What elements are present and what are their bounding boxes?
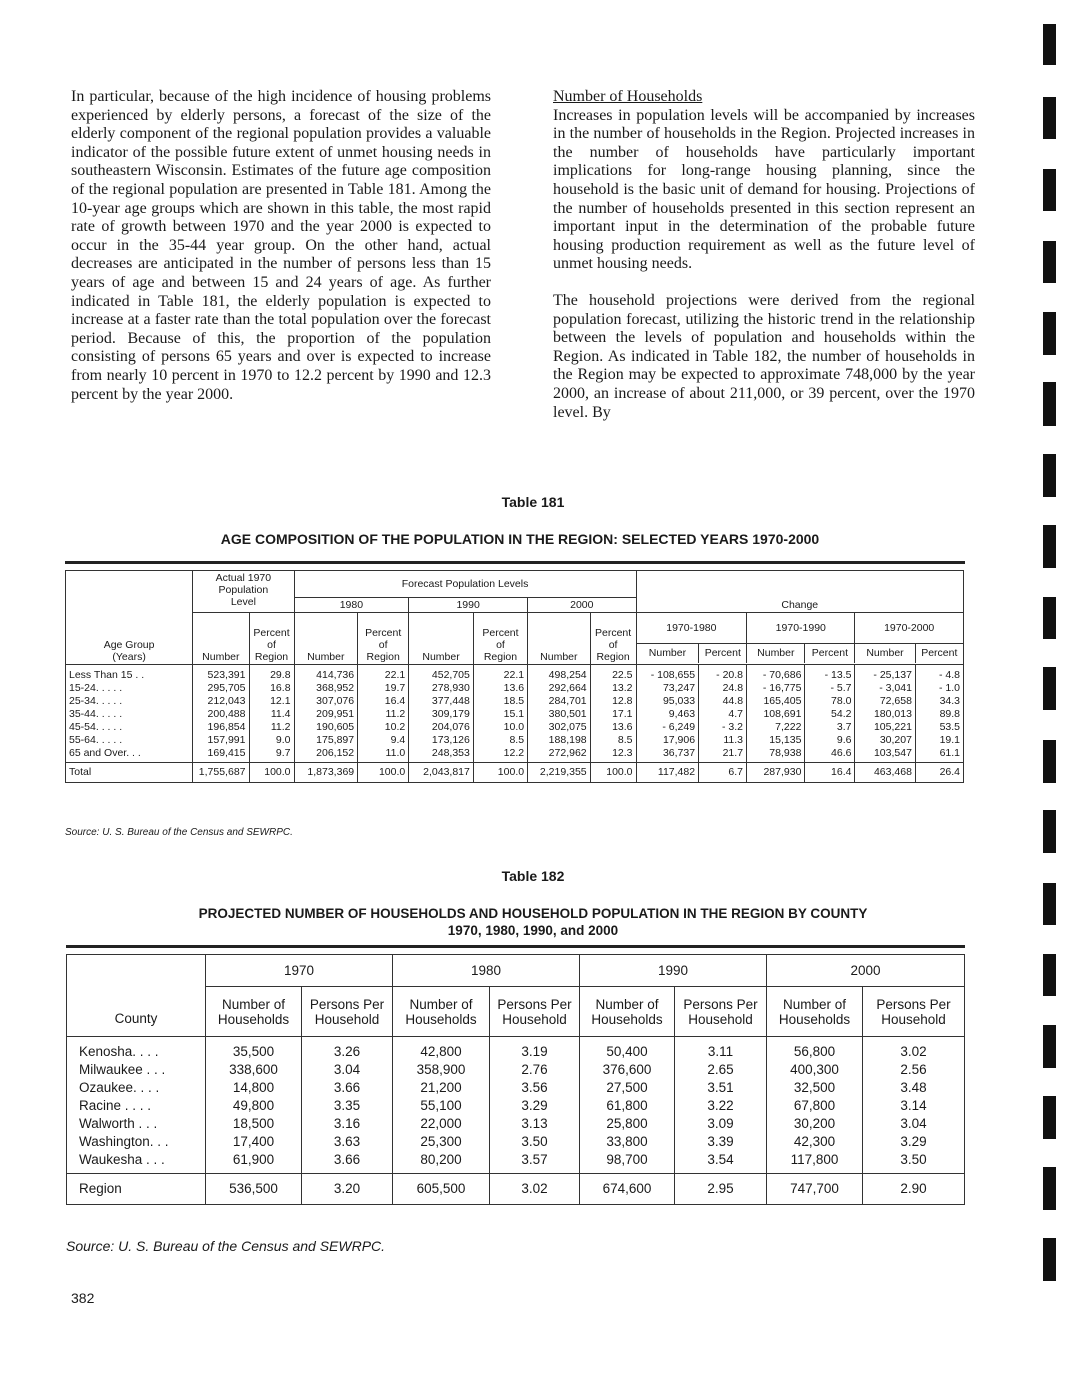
table-181-label: Table 181 [501, 494, 565, 510]
value-cell: 3.57 [490, 1151, 580, 1174]
value-cell: 2,219,355 [528, 763, 591, 783]
percent-region-header: Percent of Region [249, 613, 294, 665]
year-2000-header: 2000 [767, 955, 965, 987]
value-cell: 747,700 [767, 1174, 863, 1205]
value-cell: 1,873,369 [294, 763, 358, 783]
value-cell: 11.0 [358, 747, 409, 763]
value-cell: 105,221 [855, 721, 915, 734]
value-cell: 14,800 [206, 1079, 302, 1097]
table-182-title-1: PROJECTED NUMBER OF HOUSEHOLDS AND HOUSEHOLD POPULATION IN THE REGION BY COUNTY [198, 906, 868, 921]
value-cell: 338,600 [206, 1061, 302, 1079]
value-cell: - 6,249 [636, 721, 699, 734]
value-cell: 1,755,687 [193, 763, 249, 783]
value-cell: 376,600 [580, 1061, 675, 1079]
value-cell: 61.1 [915, 747, 963, 763]
table-182-label: Table 182 [501, 868, 565, 884]
number-header: Number [193, 613, 249, 665]
table-row [67, 1079, 965, 1097]
registration-mark [1043, 312, 1056, 355]
county-cell: Milwaukee . . . [67, 1061, 206, 1079]
year-1980-header: 1980 [393, 955, 580, 987]
county-cell: Racine . . . . [67, 1097, 206, 1115]
table-row [67, 1151, 965, 1174]
value-cell: 272,962 [528, 747, 591, 763]
actual-1970-header: Actual 1970 Population Level [193, 571, 294, 613]
value-cell: 190,605 [294, 721, 358, 734]
value-cell: 7,222 [747, 721, 805, 734]
value-cell: 25,300 [393, 1133, 490, 1151]
value-cell: 55,100 [393, 1097, 490, 1115]
table-row [67, 1061, 965, 1079]
value-cell: 27,500 [580, 1079, 675, 1097]
value-cell: 50,400 [580, 1037, 675, 1062]
percent-region-header: Percent of Region [473, 613, 527, 665]
value-cell: 368,952 [294, 682, 358, 695]
value-cell: 56,800 [767, 1037, 863, 1062]
value-cell: 19.7 [358, 682, 409, 695]
value-cell: 452,705 [409, 665, 474, 683]
value-cell: 12.1 [249, 695, 294, 708]
registration-mark [1043, 740, 1056, 783]
value-cell: 157,991 [193, 734, 249, 747]
percent-region-header: Percent of Region [358, 613, 409, 665]
value-cell: 3.02 [490, 1174, 580, 1205]
value-cell: 42,800 [393, 1037, 490, 1062]
value-cell: 2.90 [863, 1174, 965, 1205]
number-header: Number [747, 643, 805, 663]
value-cell: 16.8 [249, 682, 294, 695]
table-182-grid [66, 954, 965, 1205]
value-cell: 98,700 [580, 1151, 675, 1174]
age-group-cell: 65 and Over. . . [66, 747, 193, 763]
value-cell: 498,254 [528, 665, 591, 683]
value-cell: 12.3 [590, 747, 636, 763]
registration-mark [1043, 1025, 1056, 1068]
county-cell: Kenosha. . . . [67, 1037, 206, 1062]
county-cell: Waukesha . . . [67, 1151, 206, 1174]
value-cell: 22.5 [590, 665, 636, 683]
value-cell: 78,938 [747, 747, 805, 763]
value-cell: 3.50 [490, 1133, 580, 1151]
age-group-cell: Less Than 15 . . [66, 665, 193, 683]
year-1970-header: 1970 [206, 955, 393, 987]
percent-header: Percent [699, 643, 747, 663]
persons-per-household-header: Persons Per Household [863, 987, 965, 1037]
registration-mark [1043, 810, 1056, 853]
value-cell: - 70,686 [747, 665, 805, 683]
value-cell: 200,488 [193, 708, 249, 721]
table-182 [66, 945, 965, 1205]
value-cell: 21,200 [393, 1079, 490, 1097]
age-group-cell: 55-64. . . . . [66, 734, 193, 747]
registration-mark [1043, 241, 1056, 283]
county-cell: Washington. . . [67, 1133, 206, 1151]
change-subheaders [636, 613, 963, 665]
year-1990-header: 1990 [580, 955, 767, 987]
value-cell: 284,701 [528, 695, 591, 708]
age-group-cell: 15-24. . . . . [66, 682, 193, 695]
value-cell: - 16,775 [747, 682, 805, 695]
table-181-grid [65, 570, 964, 783]
value-cell: 13.6 [473, 682, 527, 695]
value-cell: 17,400 [206, 1133, 302, 1151]
year-1990-header: 1990 [409, 598, 528, 613]
value-cell: 463,468 [855, 763, 915, 783]
value-cell: 523,391 [193, 665, 249, 683]
value-cell: 17,906 [636, 734, 699, 747]
value-cell: 10.2 [358, 721, 409, 734]
county-header: County [67, 955, 206, 1037]
value-cell: 33,800 [580, 1133, 675, 1151]
value-cell: 165,405 [747, 695, 805, 708]
registration-mark [1043, 454, 1056, 497]
value-cell: 2.76 [490, 1061, 580, 1079]
value-cell: 3.02 [863, 1037, 965, 1062]
value-cell: 12.2 [473, 747, 527, 763]
table-row [66, 682, 964, 695]
table-row [66, 665, 964, 683]
value-cell: 3.04 [302, 1061, 393, 1079]
value-cell: 2.65 [675, 1061, 767, 1079]
value-cell: 3.22 [675, 1097, 767, 1115]
value-cell: 3.11 [675, 1037, 767, 1062]
registration-mark [1043, 883, 1056, 925]
value-cell: 100.0 [249, 763, 294, 783]
number-header: Number [294, 613, 358, 665]
value-cell: - 3,041 [855, 682, 915, 695]
table-row [66, 708, 964, 721]
value-cell: 3.54 [675, 1151, 767, 1174]
value-cell: 3.19 [490, 1037, 580, 1062]
value-cell: 67,800 [767, 1097, 863, 1115]
value-cell: 11.2 [249, 721, 294, 734]
value-cell: 3.35 [302, 1097, 393, 1115]
value-cell: 3.56 [490, 1079, 580, 1097]
value-cell: 3.13 [490, 1115, 580, 1133]
value-cell: - 3.2 [699, 721, 747, 734]
value-cell: 11.3 [699, 734, 747, 747]
value-cell: 4.7 [699, 708, 747, 721]
registration-mark [1043, 1238, 1056, 1281]
value-cell: 2,043,817 [409, 763, 474, 783]
value-cell: 78.0 [805, 695, 855, 708]
value-cell: 9,463 [636, 708, 699, 721]
table-row [67, 1133, 965, 1151]
value-cell: 44.8 [699, 695, 747, 708]
value-cell: 49,800 [206, 1097, 302, 1115]
value-cell: 3.7 [805, 721, 855, 734]
value-cell: 18.5 [473, 695, 527, 708]
value-cell: 3.29 [863, 1133, 965, 1151]
value-cell: 2.56 [863, 1061, 965, 1079]
value-cell: - 20.8 [699, 665, 747, 683]
value-cell: 209,951 [294, 708, 358, 721]
table-181-top-rule [65, 561, 965, 564]
percent-header: Percent [805, 643, 855, 663]
value-cell: 30,200 [767, 1115, 863, 1133]
value-cell: 212,043 [193, 695, 249, 708]
value-cell: 3.29 [490, 1097, 580, 1115]
number-header: Number [637, 643, 699, 663]
value-cell: 54.2 [805, 708, 855, 721]
value-cell: 103,547 [855, 747, 915, 763]
value-cell: 248,353 [409, 747, 474, 763]
value-cell: 29.8 [249, 665, 294, 683]
value-cell: 19.1 [915, 734, 963, 747]
value-cell: 16.4 [805, 763, 855, 783]
value-cell: 95,033 [636, 695, 699, 708]
table-182-source: Source: U. S. Bureau of the Census and SEWRPC. [66, 1238, 386, 1254]
change-header: Change [636, 571, 963, 613]
year-1980-header: 1980 [294, 598, 409, 613]
table-row-total [67, 1174, 965, 1205]
value-cell: 73,247 [636, 682, 699, 695]
value-cell: 32,500 [767, 1079, 863, 1097]
value-cell: 117,800 [767, 1151, 863, 1174]
registration-mark [1043, 169, 1056, 211]
value-cell: 3.48 [863, 1079, 965, 1097]
value-cell: 72,658 [855, 695, 915, 708]
persons-per-household-header: Persons Per Household [490, 987, 580, 1037]
value-cell: 400,300 [767, 1061, 863, 1079]
value-cell: 53.5 [915, 721, 963, 734]
value-cell: 15.1 [473, 708, 527, 721]
county-cell: Region [67, 1174, 206, 1205]
value-cell: 100.0 [590, 763, 636, 783]
age-group-cell: 35-44. . . . . [66, 708, 193, 721]
value-cell: 6.7 [699, 763, 747, 783]
value-cell: 674,600 [580, 1174, 675, 1205]
value-cell: 100.0 [473, 763, 527, 783]
value-cell: 22,000 [393, 1115, 490, 1133]
registration-mark [1043, 597, 1056, 639]
value-cell: 100.0 [358, 763, 409, 783]
value-cell: 22.1 [358, 665, 409, 683]
value-cell: 3.63 [302, 1133, 393, 1151]
table-181-source: Source: U. S. Bureau of the Census and SEWRPC. [65, 827, 293, 838]
value-cell: 89.8 [915, 708, 963, 721]
page-number: 382 [71, 1290, 95, 1306]
age-group-header: Age Group (Years) [66, 571, 193, 665]
value-cell: 414,736 [294, 665, 358, 683]
value-cell: 9.4 [358, 734, 409, 747]
value-cell: - 4.8 [915, 665, 963, 683]
number-of-households-header: Number of Households [767, 987, 863, 1037]
registration-mark [1043, 1096, 1056, 1139]
table-181 [65, 561, 965, 783]
value-cell: 188,198 [528, 734, 591, 747]
forecast-header: Forecast Population Levels [294, 571, 636, 598]
value-cell: - 1.0 [915, 682, 963, 695]
value-cell: 36,737 [636, 747, 699, 763]
value-cell: 3.39 [675, 1133, 767, 1151]
value-cell: 61,900 [206, 1151, 302, 1174]
change-1970-2000-header: 1970-2000 [855, 613, 963, 643]
value-cell: 3.51 [675, 1079, 767, 1097]
value-cell: 13.2 [590, 682, 636, 695]
table-row [66, 747, 964, 763]
value-cell: 536,500 [206, 1174, 302, 1205]
value-cell: 35,500 [206, 1037, 302, 1062]
value-cell: - 13.5 [805, 665, 855, 683]
table-182-top-rule [66, 945, 965, 948]
change-1970-1990-header: 1970-1990 [747, 613, 855, 643]
number-of-households-header: Number of Households [393, 987, 490, 1037]
value-cell: 18,500 [206, 1115, 302, 1133]
registration-mark [1043, 1167, 1056, 1210]
value-cell: 8.5 [473, 734, 527, 747]
value-cell: 2.95 [675, 1174, 767, 1205]
value-cell: 3.04 [863, 1115, 965, 1133]
number-header: Number [855, 643, 915, 663]
value-cell: 3.50 [863, 1151, 965, 1174]
section-heading: Number of Households [553, 88, 703, 105]
table-row [67, 1037, 965, 1062]
value-cell: 46.6 [805, 747, 855, 763]
value-cell: 61,800 [580, 1097, 675, 1115]
value-cell: 80,200 [393, 1151, 490, 1174]
value-cell: 169,415 [193, 747, 249, 763]
right-column [553, 88, 975, 440]
table-182-title-2: 1970, 1980, 1990, and 2000 [447, 923, 619, 938]
value-cell: 302,075 [528, 721, 591, 734]
value-cell: 9.7 [249, 747, 294, 763]
value-cell: - 25,137 [855, 665, 915, 683]
value-cell: 11.4 [249, 708, 294, 721]
registration-mark [1043, 667, 1056, 710]
right-paragraph-1: Increases in population levels will be accompanied by increases in the number of households in the Region. Projected increases in the number of households have particularly important implications for long-range housing planning, since the household is the basic unit of demand for housing. Projections of the number of households presented in this section represent an important input in the determination of the probable future housing production requirement as well as the future level of unmet housing needs. [553, 106, 975, 273]
value-cell: 11.2 [358, 708, 409, 721]
value-cell: - 108,655 [636, 665, 699, 683]
value-cell: 180,013 [855, 708, 915, 721]
value-cell: 13.6 [590, 721, 636, 734]
value-cell: 9.0 [249, 734, 294, 747]
registration-mark [1043, 97, 1056, 139]
value-cell: 3.14 [863, 1097, 965, 1115]
value-cell: 3.20 [302, 1174, 393, 1205]
value-cell: 3.66 [302, 1079, 393, 1097]
change-1970-1980-header: 1970-1980 [637, 613, 747, 643]
value-cell: 24.8 [699, 682, 747, 695]
value-cell: 605,500 [393, 1174, 490, 1205]
registration-mark [1043, 525, 1056, 568]
table-row [66, 721, 964, 734]
value-cell: 22.1 [473, 665, 527, 683]
value-cell: 3.09 [675, 1115, 767, 1133]
persons-per-household-header: Persons Per Household [302, 987, 393, 1037]
value-cell: 3.16 [302, 1115, 393, 1133]
persons-per-household-header: Persons Per Household [675, 987, 767, 1037]
value-cell: 3.26 [302, 1037, 393, 1062]
percent-header: Percent [921, 647, 958, 660]
number-of-households-header: Number of Households [580, 987, 675, 1037]
table-181-title: AGE COMPOSITION OF THE POPULATION IN THE REGION: SELECTED YEARS 1970-2000 [220, 531, 820, 547]
value-cell: 117,482 [636, 763, 699, 783]
registration-mark [1043, 382, 1056, 426]
table-row [66, 734, 964, 747]
table-row-total [66, 763, 964, 783]
value-cell: 206,152 [294, 747, 358, 763]
table-row [66, 695, 964, 708]
age-group-cell: Total [66, 763, 193, 783]
value-cell: 42,300 [767, 1133, 863, 1151]
year-2000-header: 2000 [528, 598, 636, 613]
value-cell: 377,448 [409, 695, 474, 708]
value-cell: 380,501 [528, 708, 591, 721]
value-cell: 34.3 [915, 695, 963, 708]
value-cell: 173,126 [409, 734, 474, 747]
age-group-cell: 45-54. . . . . [66, 721, 193, 734]
value-cell: 8.5 [590, 734, 636, 747]
value-cell: 3.66 [302, 1151, 393, 1174]
value-cell: 12.8 [590, 695, 636, 708]
percent-region-header: Percent of Region [590, 613, 636, 665]
value-cell: 108,691 [747, 708, 805, 721]
value-cell: 25,800 [580, 1115, 675, 1133]
value-cell: 26.4 [915, 763, 963, 783]
value-cell: 10.0 [473, 721, 527, 734]
value-cell: 21.7 [699, 747, 747, 763]
value-cell: 287,930 [747, 763, 805, 783]
table-row [67, 1097, 965, 1115]
value-cell: 196,854 [193, 721, 249, 734]
value-cell: 175,897 [294, 734, 358, 747]
value-cell: 307,076 [294, 695, 358, 708]
left-paragraph: In particular, because of the high incidence of housing problems experienced by elderly persons, a forecast of the size of the elderly component of the regional population provides a valuable indicator of the possible future extent of unmet housing needs in southeastern Wisconsin. Estimates of the future age composition of the regional population are presented in Table 181. Among the 10-year age groups which are shown in this table, the most rapid rate of growth between 1970 and the year 2000 is expected to occur in the 35-44 year group. On the other hand, actual decreases are anticipated in the number of persons less than 15 years of age and between 15 and 24 years of age. As further indicated in Table 181, the elderly population is expected to increase at a faster rate than the total population over the forecast period. Because of this, the proportion of the population consisting of persons 65 years and over is expected to increase from nearly 10 percent in 1970 to 12.2 percent by 1990 and 12.3 percent by the year 2000. [71, 88, 491, 403]
age-group-cell: 25-34. . . . . [66, 695, 193, 708]
registration-mark [1043, 24, 1056, 65]
value-cell: 9.6 [805, 734, 855, 747]
value-cell: 309,179 [409, 708, 474, 721]
registration-mark [1043, 954, 1056, 996]
county-cell: Ozaukee. . . . [67, 1079, 206, 1097]
value-cell: 30,207 [855, 734, 915, 747]
number-header: Number [528, 613, 591, 665]
value-cell: 17.1 [590, 708, 636, 721]
value-cell: 204,076 [409, 721, 474, 734]
value-cell: 292,664 [528, 682, 591, 695]
number-of-households-header: Number of Households [206, 987, 302, 1037]
value-cell: 16.4 [358, 695, 409, 708]
county-cell: Walworth . . . [67, 1115, 206, 1133]
left-column [71, 88, 491, 422]
value-cell: 15,135 [747, 734, 805, 747]
value-cell: - 5.7 [805, 682, 855, 695]
value-cell: 278,930 [409, 682, 474, 695]
value-cell: 358,900 [393, 1061, 490, 1079]
value-cell: 295,705 [193, 682, 249, 695]
table-row [67, 1115, 965, 1133]
right-paragraph-2: The household projections were derived from the regional population forecast, utilizing the historic trend in the relationship between the levels of population and households within the Region. As indicated in Table 182, the number of households in the Region may be expected to approximate 748,000 by the year 2000, an increase of about 211,000, or 39 percent, over the 1970 level. By [553, 291, 975, 421]
number-header: Number [409, 613, 474, 665]
